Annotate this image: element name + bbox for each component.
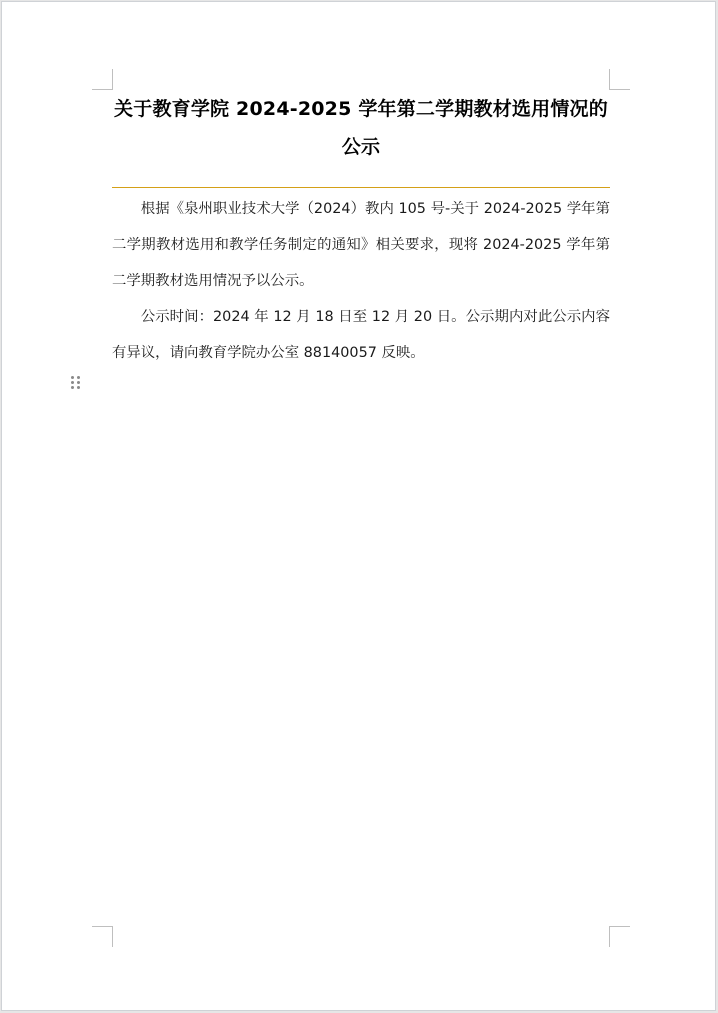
margin-corner-bottom-right xyxy=(609,926,630,947)
paragraph-notice: 根据《泉州职业技术大学（2024）教内 105 号-关于 2024-2025 学年第二学期教材选用和教学任务制定的通知》相关要求，现将 2024-2025 学年第二学期教材选用情况予以公示。 xyxy=(112,201,610,289)
document-page xyxy=(1,1,716,1011)
document-title: 关于教育学院 2024-2025 学年第二学期教材选用情况的公示 xyxy=(114,98,608,158)
title-divider xyxy=(112,187,610,188)
drag-handle-icon[interactable] xyxy=(71,376,81,390)
margin-corner-bottom-left xyxy=(92,926,113,947)
paragraph-publicity-period: 公示时间：2024 年 12 月 18 日至 12 月 20 日。公示期内对此公示内容有异议，请向教育学院办公室 88140057 反映。 xyxy=(112,309,610,361)
margin-corner-top-left xyxy=(92,69,113,90)
margin-corner-top-right xyxy=(609,69,630,90)
document-body xyxy=(112,191,610,371)
